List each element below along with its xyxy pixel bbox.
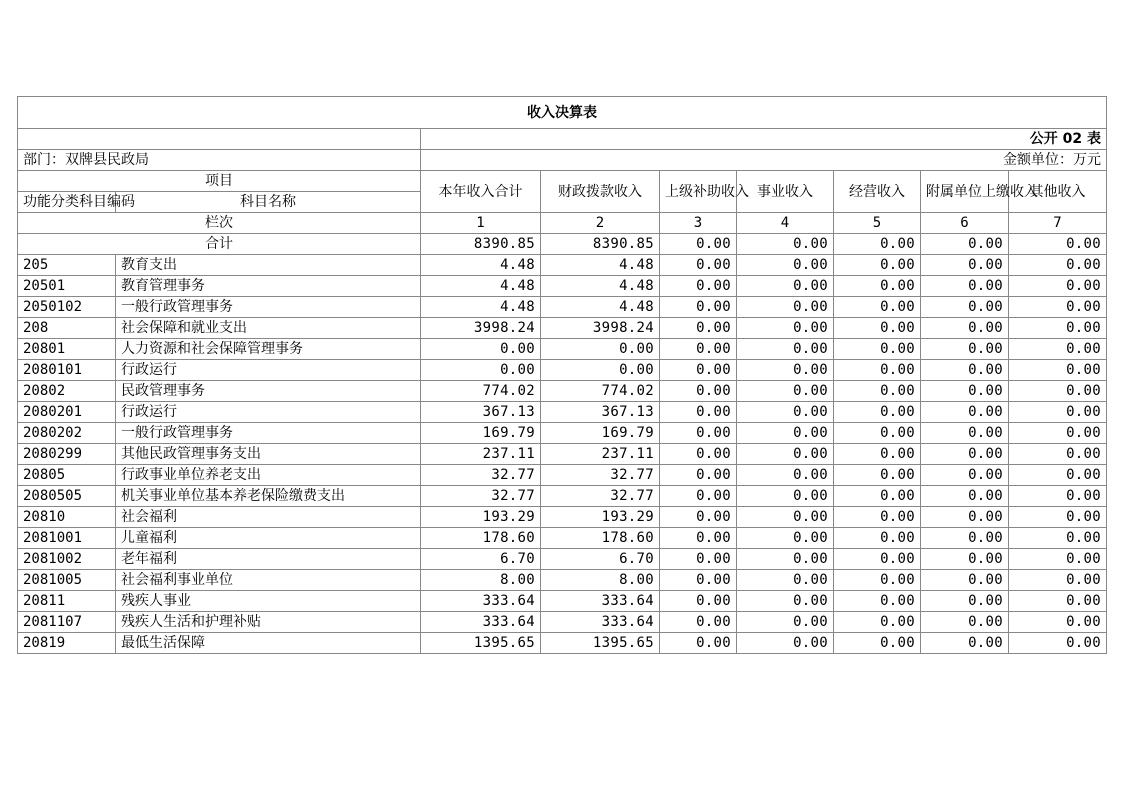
total-value-cell: 8390.85 bbox=[541, 234, 660, 255]
subject-code-cell: 20801 bbox=[18, 339, 116, 360]
amount-cell: 3998.24 bbox=[421, 318, 541, 339]
amount-cell: 6.70 bbox=[541, 549, 660, 570]
income-statement-table bbox=[17, 96, 1107, 654]
subject-code-cell: 2050102 bbox=[18, 297, 116, 318]
table-row bbox=[18, 423, 1107, 444]
amount-cell: 0.00 bbox=[921, 318, 1009, 339]
amount-cell: 0.00 bbox=[1009, 255, 1107, 276]
amount-cell: 169.79 bbox=[541, 423, 660, 444]
table-row bbox=[18, 381, 1107, 402]
form-number: 公开 02 表 bbox=[421, 129, 1107, 150]
amount-cell: 0.00 bbox=[921, 591, 1009, 612]
amount-cell: 0.00 bbox=[921, 486, 1009, 507]
subject-code-cell: 2080299 bbox=[18, 444, 116, 465]
subject-code-cell: 2081002 bbox=[18, 549, 116, 570]
amount-cell: 0.00 bbox=[921, 276, 1009, 297]
amount-cell: 0.00 bbox=[737, 339, 834, 360]
amount-cell: 0.00 bbox=[1009, 297, 1107, 318]
amount-cell: 8.00 bbox=[541, 570, 660, 591]
subject-name-cell: 一般行政管理事务 bbox=[116, 423, 421, 444]
subject-code-cell: 20819 bbox=[18, 633, 116, 654]
amount-cell: 0.00 bbox=[660, 486, 737, 507]
amount-cell: 0.00 bbox=[921, 297, 1009, 318]
amount-cell: 0.00 bbox=[541, 339, 660, 360]
amount-cell: 0.00 bbox=[834, 465, 921, 486]
table-row bbox=[18, 255, 1107, 276]
unit-label: 金额单位：万元 bbox=[421, 150, 1107, 171]
subject-code-cell: 20802 bbox=[18, 381, 116, 402]
amount-cell: 193.29 bbox=[541, 507, 660, 528]
amount-cell: 367.13 bbox=[421, 402, 541, 423]
amount-cell: 0.00 bbox=[660, 612, 737, 633]
amount-cell: 0.00 bbox=[421, 339, 541, 360]
amount-cell: 237.11 bbox=[421, 444, 541, 465]
header-affiliated: 附属单位上缴收入 bbox=[921, 171, 1009, 213]
subject-code-cell: 208 bbox=[18, 318, 116, 339]
subject-name-cell: 行政运行 bbox=[116, 402, 421, 423]
amount-cell: 0.00 bbox=[737, 486, 834, 507]
subject-name-cell: 社会保障和就业支出 bbox=[116, 318, 421, 339]
amount-cell: 0.00 bbox=[834, 486, 921, 507]
header-business: 事业收入 bbox=[737, 171, 834, 213]
amount-cell: 0.00 bbox=[737, 360, 834, 381]
amount-cell: 0.00 bbox=[660, 255, 737, 276]
amount-cell: 0.00 bbox=[1009, 507, 1107, 528]
amount-cell: 0.00 bbox=[660, 549, 737, 570]
column-number-label: 栏次 bbox=[18, 213, 421, 234]
amount-cell: 237.11 bbox=[541, 444, 660, 465]
amount-cell: 0.00 bbox=[737, 297, 834, 318]
column-number-cell: 3 bbox=[660, 213, 737, 234]
total-value-cell: 0.00 bbox=[660, 234, 737, 255]
amount-cell: 0.00 bbox=[737, 444, 834, 465]
subject-code-cell: 20811 bbox=[18, 591, 116, 612]
amount-cell: 0.00 bbox=[737, 465, 834, 486]
amount-cell: 0.00 bbox=[1009, 633, 1107, 654]
amount-cell: 32.77 bbox=[421, 486, 541, 507]
amount-cell: 178.60 bbox=[541, 528, 660, 549]
table-row bbox=[18, 360, 1107, 381]
subject-name-cell: 行政运行 bbox=[116, 360, 421, 381]
column-number-cell: 1 bbox=[421, 213, 541, 234]
amount-cell: 32.77 bbox=[541, 465, 660, 486]
amount-cell: 0.00 bbox=[660, 339, 737, 360]
amount-cell: 0.00 bbox=[737, 318, 834, 339]
amount-cell: 0.00 bbox=[737, 591, 834, 612]
subject-code-cell: 20810 bbox=[18, 507, 116, 528]
subject-name-cell: 民政管理事务 bbox=[116, 381, 421, 402]
amount-cell: 0.00 bbox=[1009, 318, 1107, 339]
table-row bbox=[18, 444, 1107, 465]
amount-cell: 0.00 bbox=[834, 591, 921, 612]
amount-cell: 0.00 bbox=[834, 444, 921, 465]
amount-cell: 0.00 bbox=[737, 507, 834, 528]
amount-cell: 0.00 bbox=[737, 612, 834, 633]
subject-code-cell: 2081005 bbox=[18, 570, 116, 591]
subject-name-cell: 行政事业单位养老支出 bbox=[116, 465, 421, 486]
amount-cell: 0.00 bbox=[737, 402, 834, 423]
amount-cell: 0.00 bbox=[1009, 444, 1107, 465]
amount-cell: 0.00 bbox=[737, 528, 834, 549]
amount-cell: 0.00 bbox=[737, 549, 834, 570]
amount-cell: 4.48 bbox=[541, 297, 660, 318]
amount-cell: 0.00 bbox=[660, 423, 737, 444]
amount-cell: 0.00 bbox=[921, 465, 1009, 486]
amount-cell: 0.00 bbox=[921, 255, 1009, 276]
amount-cell: 0.00 bbox=[660, 297, 737, 318]
subject-code-cell: 2080202 bbox=[18, 423, 116, 444]
column-number-cell: 6 bbox=[921, 213, 1009, 234]
subject-name-cell: 教育支出 bbox=[116, 255, 421, 276]
amount-cell: 0.00 bbox=[834, 612, 921, 633]
table-row bbox=[18, 570, 1107, 591]
subject-code-cell: 2080201 bbox=[18, 402, 116, 423]
amount-cell: 178.60 bbox=[421, 528, 541, 549]
amount-cell: 0.00 bbox=[1009, 381, 1107, 402]
amount-cell: 0.00 bbox=[660, 633, 737, 654]
amount-cell: 193.29 bbox=[421, 507, 541, 528]
blank-cell bbox=[18, 129, 421, 150]
amount-cell: 0.00 bbox=[834, 402, 921, 423]
amount-cell: 0.00 bbox=[1009, 570, 1107, 591]
amount-cell: 0.00 bbox=[834, 528, 921, 549]
total-value-cell: 0.00 bbox=[737, 234, 834, 255]
total-value-cell: 0.00 bbox=[1009, 234, 1107, 255]
amount-cell: 4.48 bbox=[541, 255, 660, 276]
table-row bbox=[18, 507, 1107, 528]
amount-cell: 0.00 bbox=[1009, 402, 1107, 423]
amount-cell: 32.77 bbox=[541, 486, 660, 507]
header-other: 其他收入 bbox=[1009, 171, 1107, 213]
table-row bbox=[18, 339, 1107, 360]
amount-cell: 0.00 bbox=[834, 507, 921, 528]
subject-code-cell: 205 bbox=[18, 255, 116, 276]
table-row bbox=[18, 318, 1107, 339]
column-number-row bbox=[18, 213, 1107, 234]
table-row bbox=[18, 465, 1107, 486]
amount-cell: 0.00 bbox=[660, 528, 737, 549]
table-row bbox=[18, 633, 1107, 654]
amount-cell: 0.00 bbox=[921, 444, 1009, 465]
header-operating: 经营收入 bbox=[834, 171, 921, 213]
amount-cell: 6.70 bbox=[421, 549, 541, 570]
amount-cell: 4.48 bbox=[421, 297, 541, 318]
amount-cell: 0.00 bbox=[1009, 591, 1107, 612]
amount-cell: 1395.65 bbox=[421, 633, 541, 654]
amount-cell: 0.00 bbox=[834, 255, 921, 276]
subject-code-cell: 2081107 bbox=[18, 612, 116, 633]
amount-cell: 0.00 bbox=[921, 612, 1009, 633]
total-label: 合计 bbox=[18, 234, 421, 255]
amount-cell: 0.00 bbox=[541, 360, 660, 381]
column-number-cell: 2 bbox=[541, 213, 660, 234]
total-value-cell: 0.00 bbox=[834, 234, 921, 255]
table-row bbox=[18, 549, 1107, 570]
amount-cell: 774.02 bbox=[421, 381, 541, 402]
amount-cell: 4.48 bbox=[541, 276, 660, 297]
amount-cell: 0.00 bbox=[834, 570, 921, 591]
amount-cell: 333.64 bbox=[541, 612, 660, 633]
amount-cell: 0.00 bbox=[737, 276, 834, 297]
amount-cell: 0.00 bbox=[660, 318, 737, 339]
amount-cell: 0.00 bbox=[1009, 276, 1107, 297]
amount-cell: 333.64 bbox=[421, 591, 541, 612]
subject-code-cell: 20501 bbox=[18, 276, 116, 297]
amount-cell: 0.00 bbox=[834, 276, 921, 297]
amount-cell: 0.00 bbox=[921, 528, 1009, 549]
amount-cell: 0.00 bbox=[421, 360, 541, 381]
table-row bbox=[18, 297, 1107, 318]
amount-cell: 0.00 bbox=[834, 381, 921, 402]
amount-cell: 0.00 bbox=[921, 570, 1009, 591]
subject-name-cell: 残疾人事业 bbox=[116, 591, 421, 612]
column-number-cell: 5 bbox=[834, 213, 921, 234]
amount-cell: 0.00 bbox=[660, 402, 737, 423]
amount-cell: 0.00 bbox=[737, 255, 834, 276]
amount-cell: 0.00 bbox=[921, 633, 1009, 654]
amount-cell: 0.00 bbox=[1009, 465, 1107, 486]
amount-cell: 0.00 bbox=[660, 276, 737, 297]
amount-cell: 0.00 bbox=[834, 549, 921, 570]
amount-cell: 0.00 bbox=[921, 507, 1009, 528]
amount-cell: 0.00 bbox=[921, 423, 1009, 444]
amount-cell: 0.00 bbox=[660, 591, 737, 612]
amount-cell: 0.00 bbox=[1009, 339, 1107, 360]
subject-name-cell: 最低生活保障 bbox=[116, 633, 421, 654]
subject-code-cell: 2081001 bbox=[18, 528, 116, 549]
amount-cell: 0.00 bbox=[1009, 486, 1107, 507]
amount-cell: 774.02 bbox=[541, 381, 660, 402]
amount-cell: 0.00 bbox=[660, 444, 737, 465]
subject-name-cell: 儿童福利 bbox=[116, 528, 421, 549]
amount-cell: 1395.65 bbox=[541, 633, 660, 654]
subject-name-cell: 机关事业单位基本养老保险缴费支出 bbox=[116, 486, 421, 507]
table-row bbox=[18, 528, 1107, 549]
amount-cell: 0.00 bbox=[1009, 612, 1107, 633]
header-total: 本年收入合计 bbox=[421, 171, 541, 213]
subject-code-cell: 2080505 bbox=[18, 486, 116, 507]
subject-code-cell: 20805 bbox=[18, 465, 116, 486]
subject-name-cell: 社会福利事业单位 bbox=[116, 570, 421, 591]
total-value-cell: 8390.85 bbox=[421, 234, 541, 255]
amount-cell: 0.00 bbox=[921, 360, 1009, 381]
amount-cell: 0.00 bbox=[921, 381, 1009, 402]
amount-cell: 0.00 bbox=[1009, 528, 1107, 549]
amount-cell: 0.00 bbox=[660, 360, 737, 381]
subject-name-cell: 一般行政管理事务 bbox=[116, 297, 421, 318]
amount-cell: 0.00 bbox=[737, 633, 834, 654]
total-row bbox=[18, 234, 1107, 255]
amount-cell: 0.00 bbox=[834, 297, 921, 318]
amount-cell: 0.00 bbox=[1009, 360, 1107, 381]
subject-name-cell: 其他民政管理事务支出 bbox=[116, 444, 421, 465]
amount-cell: 0.00 bbox=[737, 381, 834, 402]
amount-cell: 4.48 bbox=[421, 255, 541, 276]
amount-cell: 0.00 bbox=[921, 402, 1009, 423]
amount-cell: 367.13 bbox=[541, 402, 660, 423]
header-subject-name: 科目名称 bbox=[116, 192, 421, 213]
total-value-cell: 0.00 bbox=[921, 234, 1009, 255]
table-row bbox=[18, 591, 1107, 612]
department-label: 部门：双牌县民政局 bbox=[18, 150, 421, 171]
amount-cell: 169.79 bbox=[421, 423, 541, 444]
amount-cell: 0.00 bbox=[737, 570, 834, 591]
header-superior: 上级补助收入 bbox=[660, 171, 737, 213]
amount-cell: 8.00 bbox=[421, 570, 541, 591]
amount-cell: 0.00 bbox=[834, 339, 921, 360]
header-func-code: 功能分类科目编码 bbox=[18, 192, 116, 213]
subject-name-cell: 人力资源和社会保障管理事务 bbox=[116, 339, 421, 360]
table-row bbox=[18, 612, 1107, 633]
amount-cell: 0.00 bbox=[660, 381, 737, 402]
income-statement-sheet bbox=[17, 96, 1106, 654]
column-number-cell: 7 bbox=[1009, 213, 1107, 234]
header-item: 项目 bbox=[18, 171, 421, 192]
amount-cell: 0.00 bbox=[834, 633, 921, 654]
amount-cell: 0.00 bbox=[1009, 549, 1107, 570]
amount-cell: 3998.24 bbox=[541, 318, 660, 339]
amount-cell: 0.00 bbox=[834, 423, 921, 444]
column-number-cell: 4 bbox=[737, 213, 834, 234]
subject-name-cell: 残疾人生活和护理补贴 bbox=[116, 612, 421, 633]
amount-cell: 0.00 bbox=[834, 318, 921, 339]
amount-cell: 32.77 bbox=[421, 465, 541, 486]
amount-cell: 0.00 bbox=[1009, 423, 1107, 444]
subject-code-cell: 2080101 bbox=[18, 360, 116, 381]
amount-cell: 333.64 bbox=[541, 591, 660, 612]
amount-cell: 0.00 bbox=[834, 360, 921, 381]
amount-cell: 0.00 bbox=[737, 423, 834, 444]
table-row bbox=[18, 402, 1107, 423]
amount-cell: 0.00 bbox=[660, 570, 737, 591]
page-title: 收入决算表 bbox=[18, 97, 1107, 129]
table-row bbox=[18, 486, 1107, 507]
amount-cell: 0.00 bbox=[921, 339, 1009, 360]
header-fiscal: 财政拨款收入 bbox=[541, 171, 660, 213]
table-row bbox=[18, 276, 1107, 297]
subject-name-cell: 老年福利 bbox=[116, 549, 421, 570]
subject-name-cell: 社会福利 bbox=[116, 507, 421, 528]
amount-cell: 0.00 bbox=[921, 549, 1009, 570]
amount-cell: 0.00 bbox=[660, 507, 737, 528]
subject-name-cell: 教育管理事务 bbox=[116, 276, 421, 297]
amount-cell: 4.48 bbox=[421, 276, 541, 297]
amount-cell: 0.00 bbox=[660, 465, 737, 486]
amount-cell: 333.64 bbox=[421, 612, 541, 633]
